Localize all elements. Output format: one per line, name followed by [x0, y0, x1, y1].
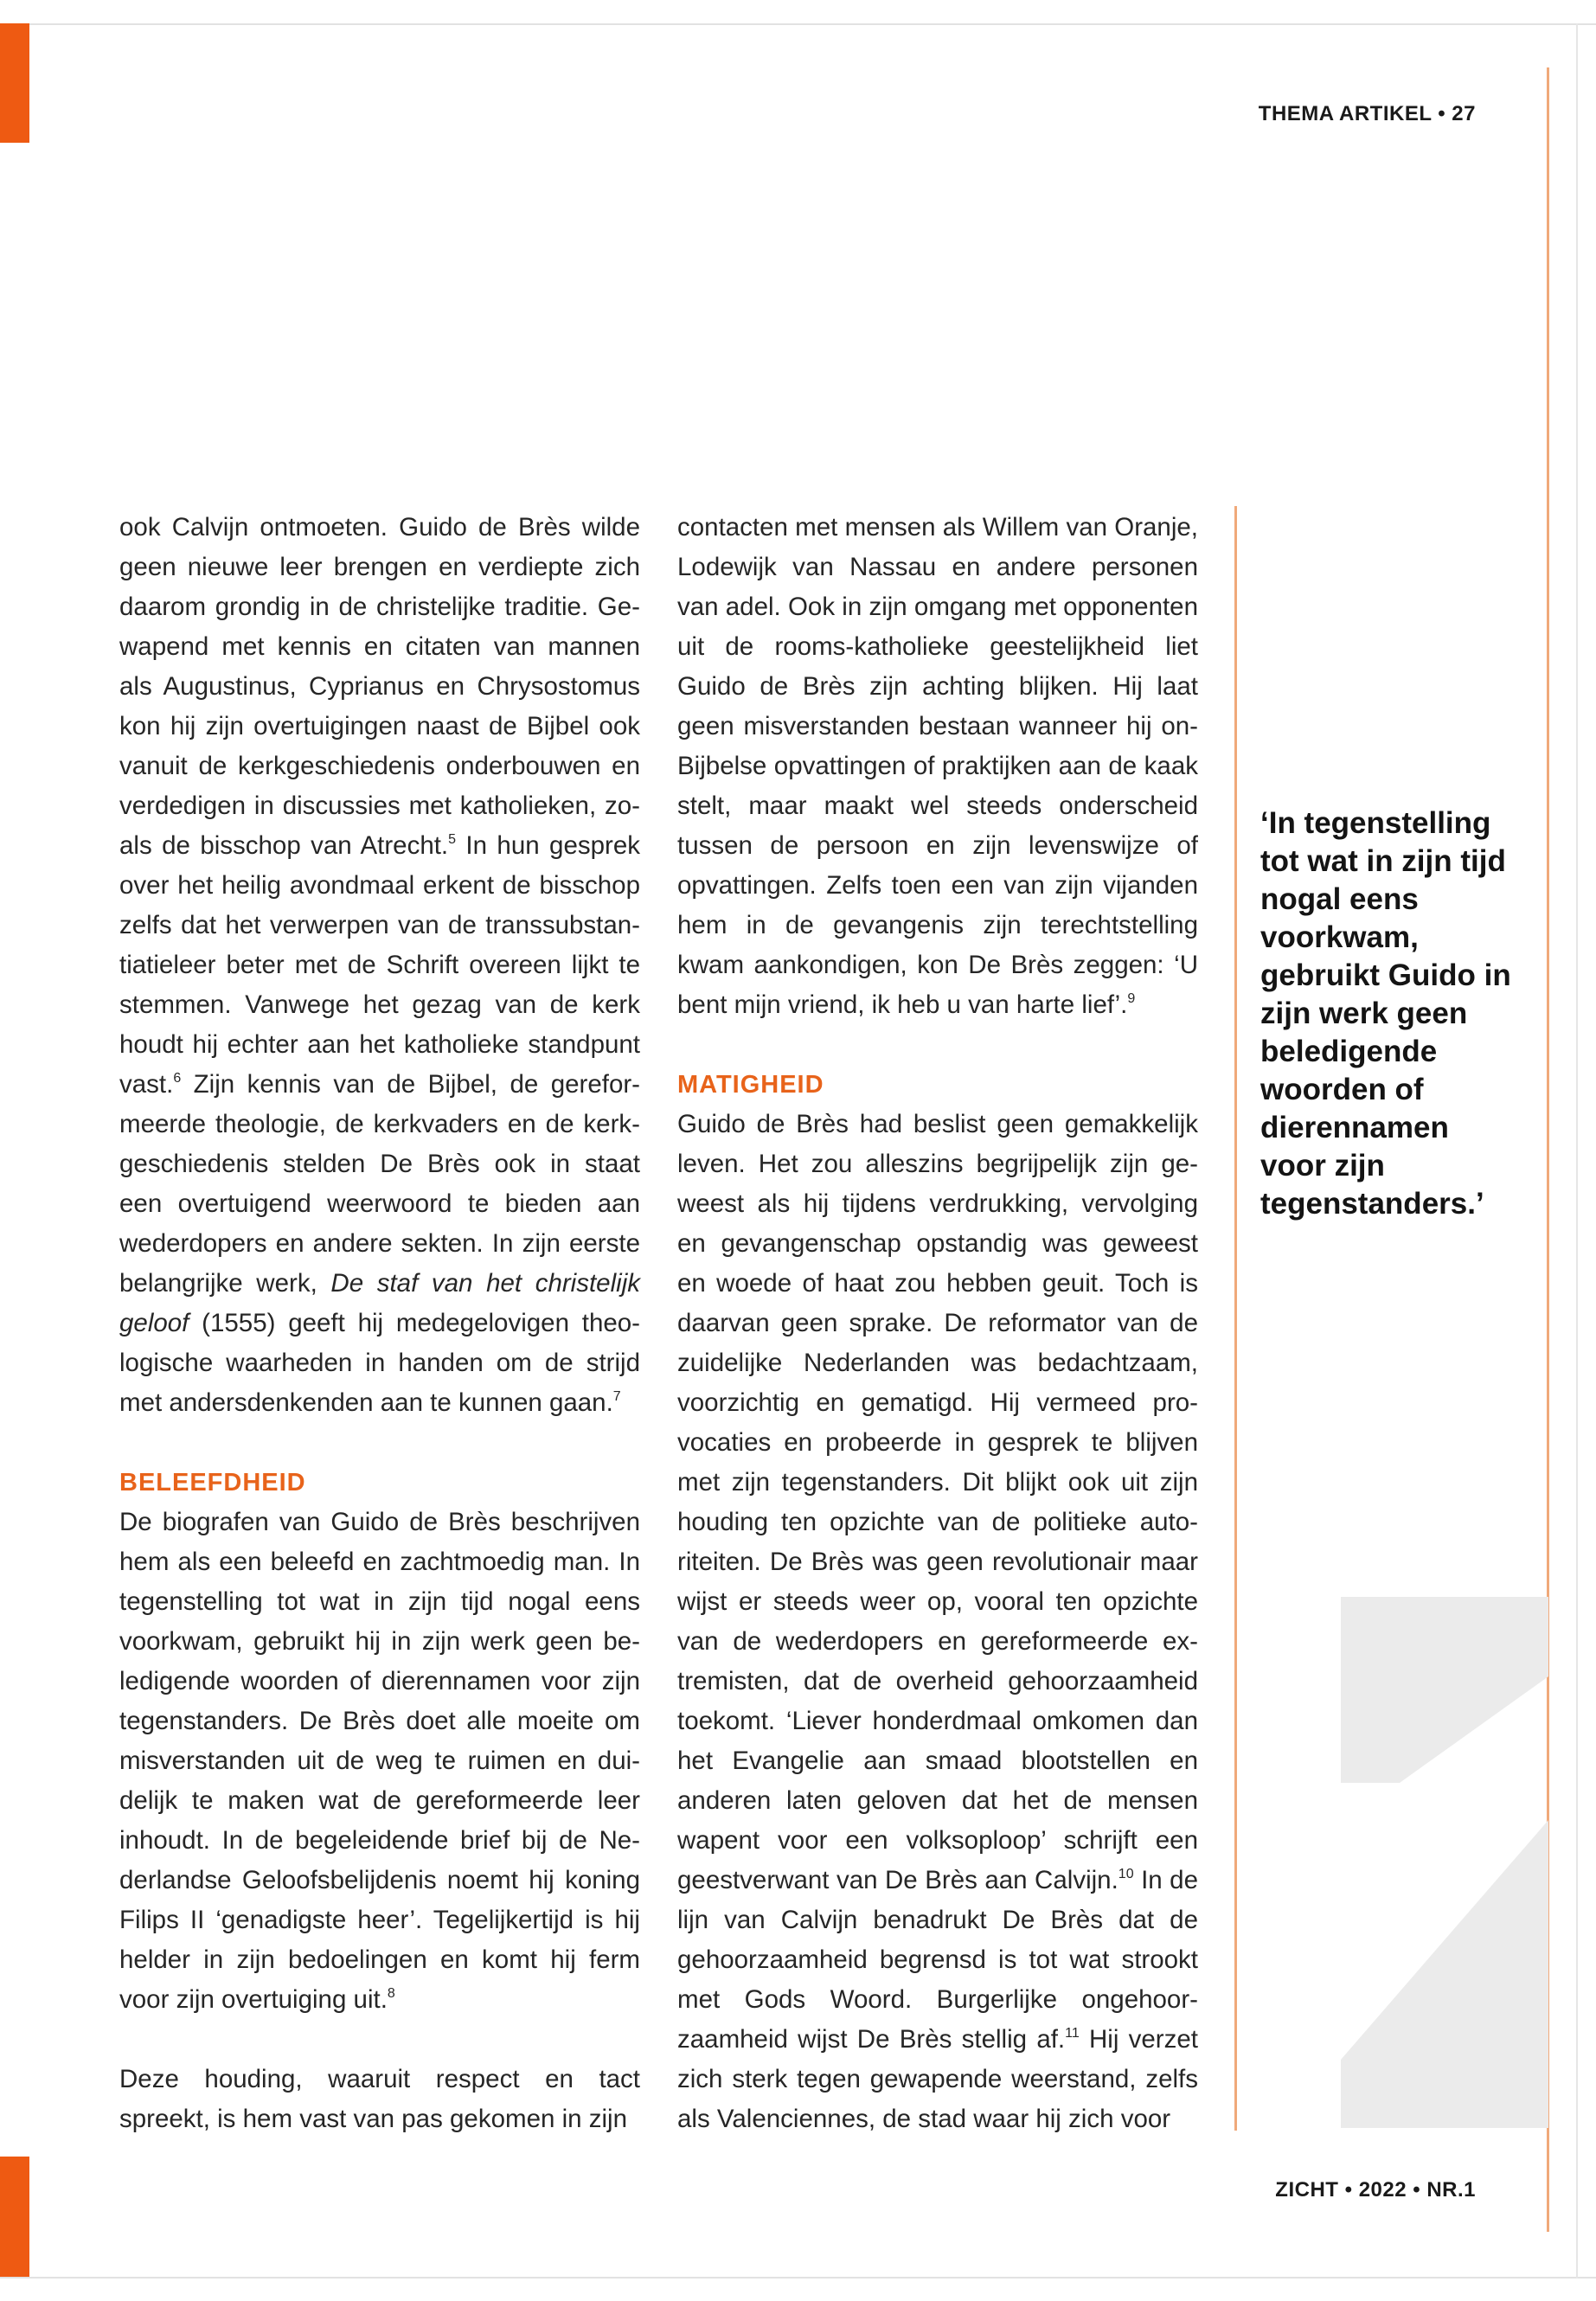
paragraph: [677, 508, 1198, 1025]
paragraph: Deze houding, waaruit respect en tact spreekt, is hem vast van pas gekomen in zijn: [119, 2065, 640, 2133]
running-head: THEMA ARTIKEL • 27: [1258, 102, 1476, 125]
text-run: contacten met mensen als Willem van Oranje, Lodewijk van Nassau en andere personen van adel. Ook in zijn omgang met opponenten uit de rooms-katholieke geestelijkheid liet Guido de Brès zijn achting blijken. Hij laat geen misverstanden bestaan wanneer hij on-Bijbelse opvattingen of praktijken aan de kaak stelt, maar maakt wel steeds onderscheid tussen de persoon en zijn levenswijze of opvattingen. Zelfs toen een van zijn vijanden hem in de gevangenis zijn terechtstelling kwam aankondigen, kon De Brès zeggen: ‘U bent mijn vriend, ik heb u van harte lief’.: [677, 513, 1198, 1019]
pull-quote-rule: [1234, 506, 1237, 2131]
text-run: (1555) geeft hij medegelovigen theologische waarheden in handen om de strijd met andersdenkenden aan te kunnen gaan.: [119, 1309, 640, 1417]
pull-quote: ‘In tegenstelling tot wat in zijn tijd nogal eens voorkwam, gebruikt Guido in zijn werk geen beledigende woorden of dierennamen voor zijn tegenstanders.’: [1260, 806, 1511, 1221]
page-bottom-border: [0, 2277, 1596, 2279]
footnote-ref: 7: [612, 1389, 621, 1404]
running-foot: ZICHT • 2022 • NR.1: [1275, 2178, 1476, 2202]
text-run: ook Calvijn ontmoeten. Guido de Brès wilde geen nieuwe leer brengen en verdiepte zich daarom grondig in de christelijke traditie. Gewapend met kennis en citaten van mannen als Augustinus, Cyprianus en Chrysostomus kon hij zijn overtuigingen naast de Bijbel ook vanuit de kerkgeschiedenis onderbouwen en verdedigen in discussies met katholieken, zoals de bisschop van Atrecht.: [119, 513, 640, 860]
page-right-border: [1576, 23, 1578, 2279]
decorative-z-bar: [1341, 1597, 1548, 1783]
text-run: In de lijn van Calvijn benadrukt De Brès dat de gehoorzaamheid begrensd is tot wat strookt met Gods Woord. Burgerlijke ongehoorzaamheid wijst De Brès stellig af.: [677, 1866, 1198, 2054]
section-heading-beleefdheid: BELEEFDHEID: [119, 1469, 306, 1497]
footnote-ref: 11: [1065, 2026, 1080, 2041]
footnote-ref: 9: [1127, 991, 1136, 1006]
text-run: Hij verzet zich sterk tegen gewapende weerstand, zelfs als Valenciennes, de stad waar hij zich voor: [677, 2025, 1198, 2133]
orange-tab-bottom: [0, 2157, 29, 2277]
footnote-ref: 8: [387, 1986, 395, 2001]
paragraph-gap: [119, 1423, 640, 1463]
text-run: In hun gesprek over het heilig avondmaal erkent de bisschop zelfs dat het verwerpen van de transsubstantiatieleer beter met de Schrift overeen lijkt te stemmen. Vanwege het gezag van de kerk houdt hij echter aan het katholieke standpunt vast.: [119, 831, 640, 1099]
section-heading-matigheid: MATIGHEID: [677, 1071, 824, 1099]
article-column-right: [677, 508, 1198, 2139]
text-run: Guido de Brès had beslist geen gemakkelijk leven. Het zou alleszins begrijpelijk zijn geweest als hij tijdens verdrukking, vervolging en gevangenschap opstandig was geweest en woede of haat zou hebben geuit. Toch is daarvan geen sprake. De reformator van de zuidelijke Nederlanden was bedachtzaam, voorzichtig en gematigd. Hij vermeed provocaties en probeerde in gesprek te blijven met zijn tegenstanders. Dit blijkt ook uit zijn houding ten opzichte van de politieke autoriteiten. De Brès was geen revolutionair maar wijst er steeds weer op, vooral ten opzichte van de wederdopers en gereformeerde extremisten, dat de overheid gehoorzaamheid toekomt. ‘Liever honderdmaal omkomen dan het Evangelie aan smaad blootstellen en anderen laten geloven dat het de mensen wapent voor een volksoploop’ schrijft een geestverwant van De Brès aan Calvijn.: [677, 1110, 1198, 1894]
footnote-ref: 6: [173, 1071, 182, 1086]
paragraph: [119, 1503, 640, 2020]
paragraph: [677, 1105, 1198, 2139]
article-column-left: [119, 508, 640, 2139]
decorative-z-diagonal: [1341, 1820, 1548, 2128]
footnote-ref: 10: [1118, 1867, 1134, 1881]
orange-tab-top: [0, 23, 29, 143]
paragraph-gap: [119, 2020, 640, 2060]
footnote-ref: 5: [448, 832, 457, 847]
book-title: De staf van het christelijk geloof: [119, 1269, 640, 1337]
paragraph-gap: [677, 1025, 1198, 1065]
text-run: Zijn kennis van de Bijbel, de gereformeerde theologie, de kerkvaders en de kerkgeschiedenis stelden De Brès ook in staat een overtuigend weerwoord te bieden aan wederdopers en andere sekten. In zijn eerste belangrijke werk,: [119, 1070, 640, 1298]
decorative-z-shape: [1330, 1597, 1548, 2128]
page-top-border: [0, 23, 1596, 25]
paragraph: [119, 508, 640, 1423]
text-run: De biografen van Guido de Brès beschrijven hem als een beleefd en zachtmoedig man. In tegenstelling tot wat in zijn tijd nogal eens voorkwam, gebruikt hij in zijn werk geen beledigende woorden of dierennamen voor zijn tegenstanders. De Brès doet alle moeite om misverstanden uit de weg te ruimen en duidelijk te maken wat de gereformeerde leer inhoudt. In de begeleidende brief bij de Nederlandse Geloofsbelijdenis noemt hij koning Filips II ‘genadigste heer’. Tegelijkertijd is hij helder in zijn bedoelingen en komt hij ferm voor zijn overtuiging uit.: [119, 1508, 640, 2014]
